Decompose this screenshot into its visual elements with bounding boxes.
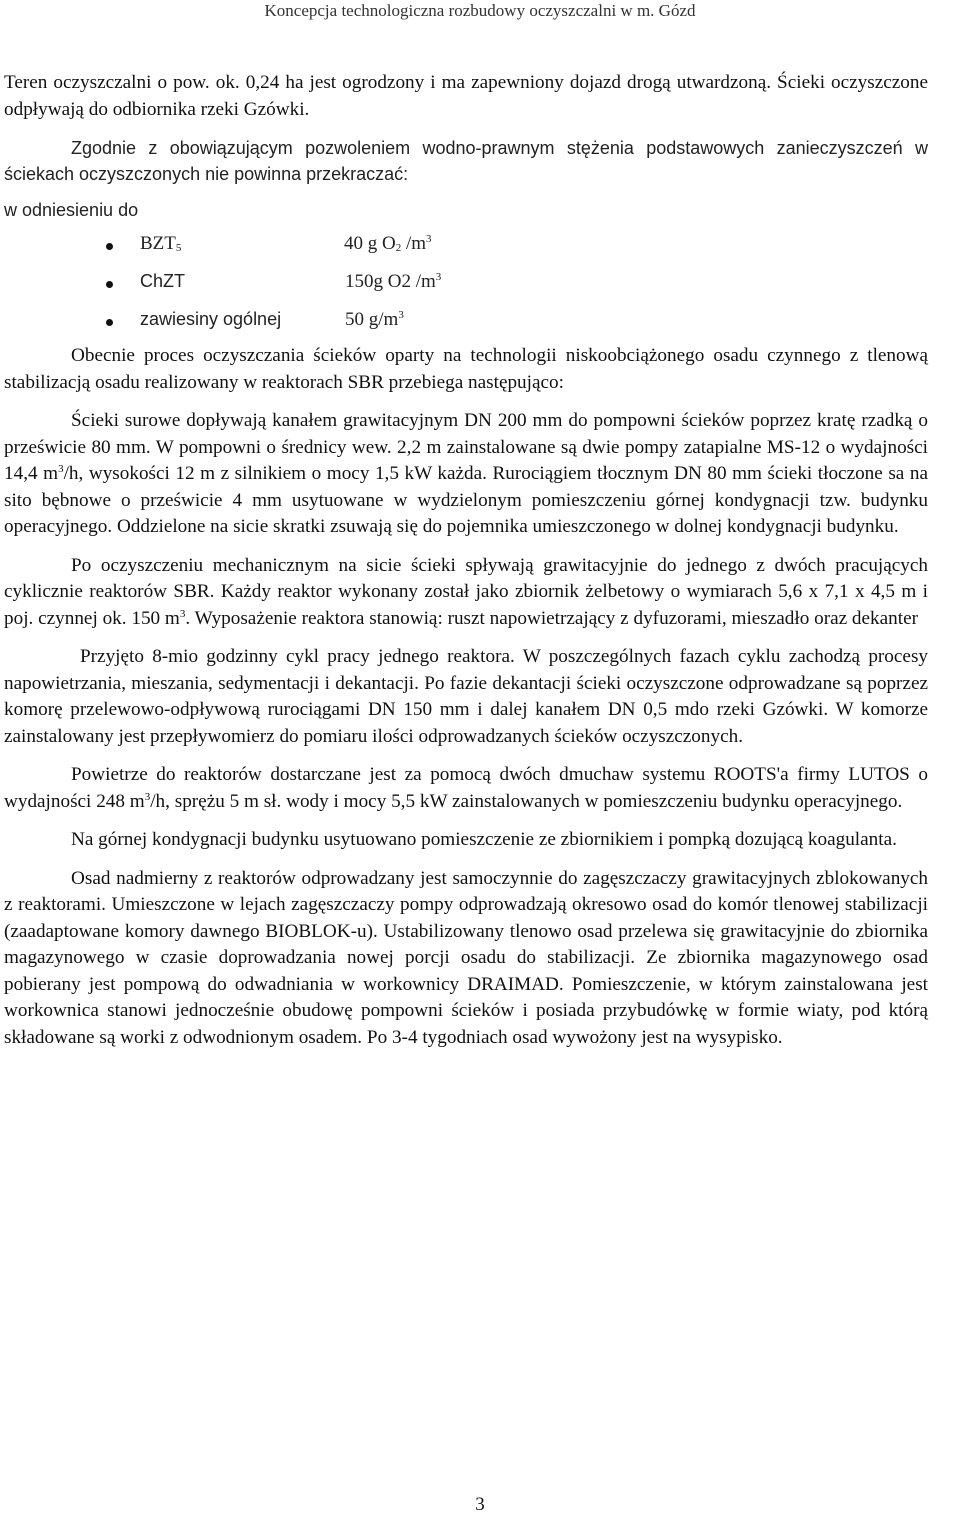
page-header: Koncepcja technologiczna rozbudowy oczyszczalni w m. Gózd (264, 1, 696, 20)
limit-item-bzt5 (4, 233, 928, 271)
paragraph-pumping-station: Ścieki surowe dopływają kanałem grawitacyjnym DN 200 mm do pompowni ścieków poprzez kratę rzadką o prześwicie 80 mm. W pompowni o średnicy wew. 2,2 m zainstalowane są dwie pompy zatapialne MS-12 o wydajności 14,4 $m^3/h$, wysokości 12 m z silnikiem o mocy 1,5 kW każda. Rurociągiem tłocznym DN 80 mm ścieki tłoczone sa na sito bębnowe o prześwicie 4 mm usytuowane w wydzielonym pomieszczeniu górnej kondygnacji tzw. budynku operacyjnego. Oddzielone na sicie skratki zsuwają się do pojemnika umieszczonego w dolnej kondygnacji budynku. (4, 410, 928, 537)
bullet-icon (106, 281, 113, 288)
page-number: 3 (475, 1494, 485, 1515)
limit-name: zawiesiny ogólnej (140, 309, 282, 329)
paragraph-coagulant: Na górnej kondygnacji budynku usytuowano pomieszczenie ze zbiornikiem i pompką dozującą koagulanta. (71, 829, 897, 850)
limit-value: 40 g $O_2$ $/m^3$ (344, 233, 432, 254)
paragraph-reactors: Po oczyszczeniu mechanicznym na sicie ścieki spływają grawitacyjnie do jednego z dwóch pracujących cyklicznie reaktorów SBR. Każdy reaktor wykonany został jako zbiornik żelbetowy o wymiarach 5,6 x 7,1 x 4,5 m i poj. czynnej ok. 150 $m^3$. Wyposażenie reaktora stanowią: ruszt napowietrzający z dyfuzorami, mieszadło oraz dekanter (4, 554, 928, 629)
paragraph-sludge: Osad nadmierny z reaktorów odprowadzany jest samoczynnie do zagęszczaczy grawitacyjnych zblokowanych z reaktorami. Umieszczone w lejach zagęszczaczy pompy odprowadzają okresowo osad do komór tlenowej stabilizacji (zaadaptowane komory dawnego BIOBLOK-u). Ustabilizowany tlenowo osad przelewa się grawitacyjnie do zbiornika magazynowego w czasie doprowadzania nowej porcji osadu do stabilizacji. Ze zbiornika magazynowego osad pobierany jest pompową do odwadniania w workownicy DRAIMAD. Pomieszczenie, w którym zainstalowana jest workownica stanowi jednocześnie obudowę pompowni ścieków i posiada przybudówkę w formie wiaty, pod którą składowane są worki z odwodnionym osadem. Po 3-4 tygodniach osad wywożony jest na wysypisko. (4, 867, 928, 1048)
paragraph-cycle: Przyjęto 8-mio godzinny cykl pracy jednego reaktora. W poszczególnych fazach cyklu zachodzą procesy napowietrzania, mieszania, sedymentacji i dekantacji. Po fazie dekantacji ścieki oczyszczone odprowadzane są poprzez komorę przelewowo-odpływową rurociągami DN 150 mm i dalej kanałem DN 0,5 mdo rzeki Gzówki. W komorze zainstalowany jest przepływomierz do pomiaru ilości odprowadzanych ścieków oczyszczonych. (4, 646, 928, 747)
bullet-icon (106, 319, 113, 326)
paragraph-permit: Zgodnie z obowiązującym pozwoleniem wodno-prawnym stężenia podstawowych zanieczyszczeń w ściekach oczyszczonych nie powinna przekraczać: (4, 138, 928, 184)
document-body (4, 70, 928, 1051)
limit-name: $BZT_5$ (140, 233, 182, 254)
reference-label: w odniesieniu do (4, 200, 139, 220)
limit-item-zawiesiny (4, 309, 928, 347)
limits-list (4, 233, 928, 347)
limit-name: ChZT (140, 271, 185, 291)
paragraph-blowers: Powietrze do reaktorów dostarczane jest za pomocą dwóch dmuchaw systemu ROOTS'a firmy LUTOS o wydajności 248 $m^3/h$, sprężu 5 m sł. wody i mocy 5,5 kW zainstalowanych w pomieszczeniu budynku operacyjnego. (4, 764, 928, 812)
paragraph-site: Teren oczyszczalni o pow. ok. 0,24 ha jest ogrodzony i ma zapewniony dojazd drogą utwardzoną. Ścieki oczyszczone odpływają do odbiornika rzeki Gzówki. (4, 72, 928, 120)
limit-item-chzt (4, 271, 928, 309)
paragraph-process: Obecnie proces oczyszczania ścieków oparty na technologii niskoobciążonego osadu czynnego z tlenową stabilizacją osadu realizowany w reaktorach SBR przebiega następująco: (4, 345, 928, 393)
bullet-icon (106, 243, 113, 250)
limit-value: 50 $g/m^3$ (345, 309, 404, 330)
limit-value: 150g O2 $/m^3$ (345, 271, 442, 292)
